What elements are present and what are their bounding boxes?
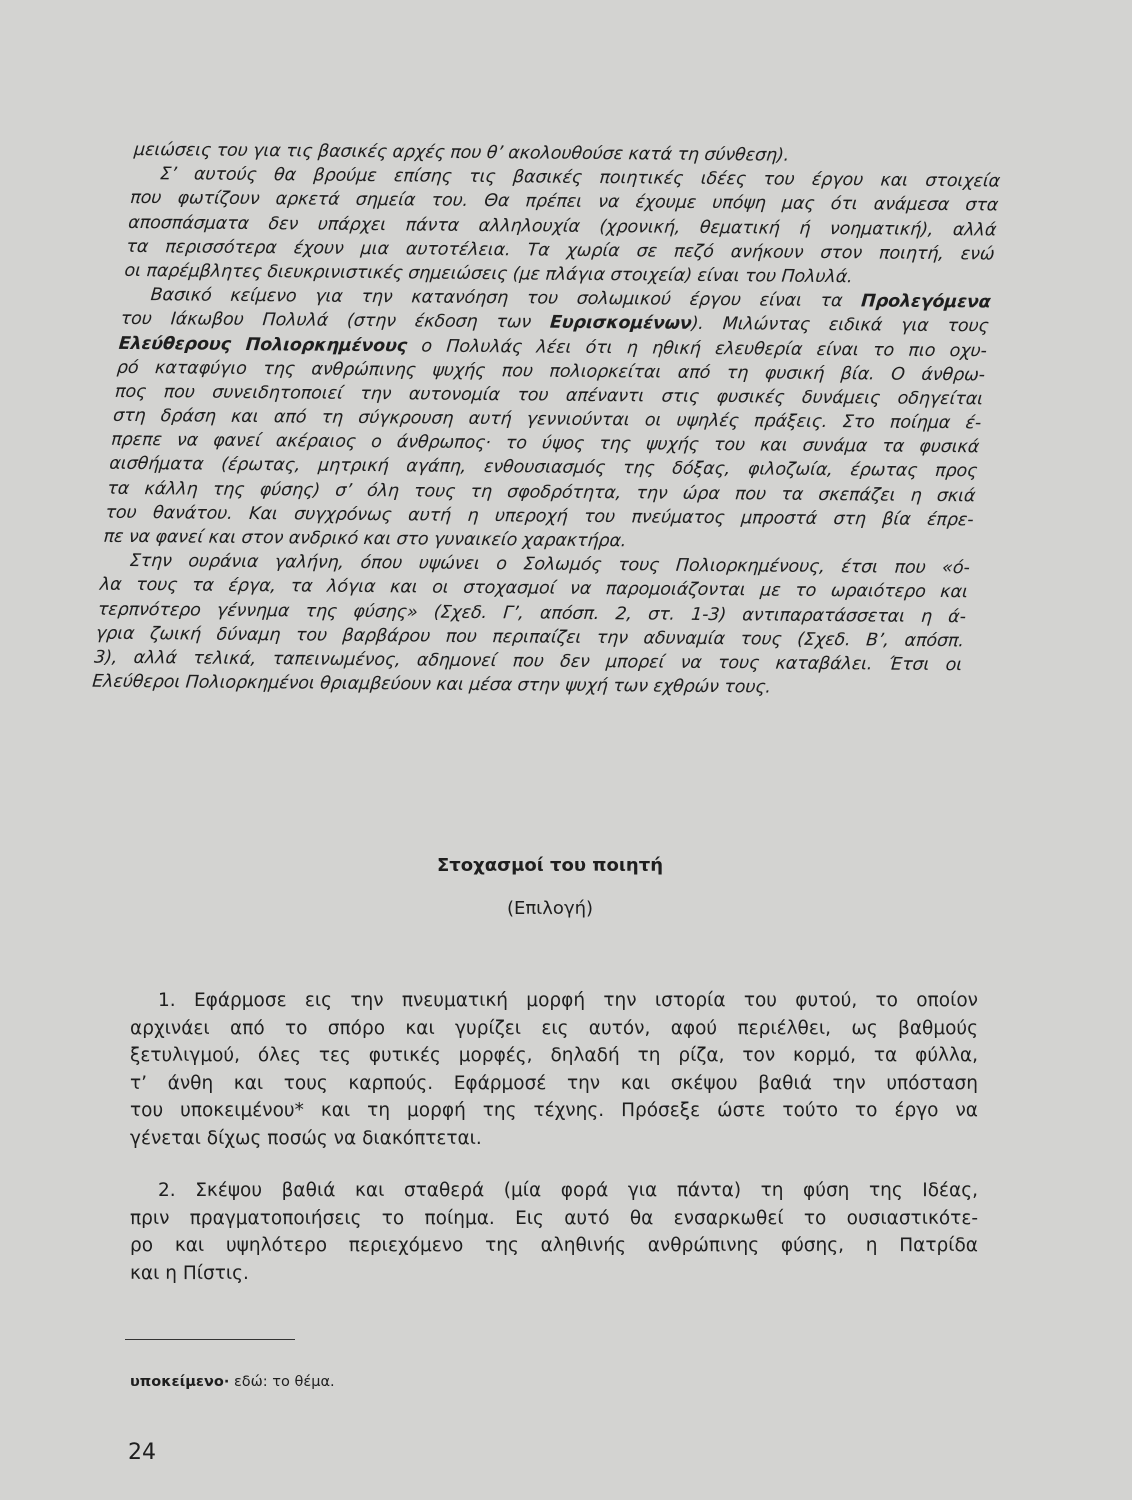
text-segment: λα τους τα έργα, τα λόγια και οι στοχασμοί να παρομοιάζονται με το ωραιότερο και — [99, 575, 969, 603]
text-segment: Στην ουράνια γαλήνη, όπου υψώνει ο Σολωμός τους Πολιορκημένους, έτσι που «ό- — [128, 551, 971, 579]
text-segment: Σ’ αυτούς θα βρούμε επίσης τις βασικές ποιητικές ιδέες του έργου και στοιχεία — [159, 164, 1001, 192]
text-segment: τα κάλλη της φύσης) σ’ όλη τους τη σφοδρότητα, την ώρα που τα σκεπάζει η σκιά — [106, 478, 977, 506]
text-segment: αισθήματα (έρωτας, μητρική αγάπη, ενθουσιασμός της δόξας, φιλοζωία, έρωτας προς — [108, 454, 979, 482]
text-segment: τα περισσότερα έχουν μια αυτοτέλεια. Τα χωρία σε πεζό ανήκουν στον ποιητή, ενώ — [125, 236, 996, 265]
text-line: και η Πίστις. — [130, 1262, 249, 1284]
footnote-divider — [125, 1339, 295, 1340]
text-segment: πος που συνειδητοποιεί την αυτονομία του απέναντι στις φυσικές δυνάμεις οδηγείται — [114, 381, 984, 410]
text-segment: γρια ζωική δύναμη του βαρβάρου που περιπαίζει την αδυναμία τους (Σχεδ. Β’, απόσπ. — [95, 623, 965, 651]
page-number: 24 — [128, 1440, 156, 1465]
text-line: γένεται δίχως ποσώς να διακόπτεται. — [130, 1127, 482, 1149]
text-segment: Βασικό κείμενο για την κατανόηση του σολωμικού έργου είναι τα — [149, 285, 862, 312]
section-subtitle: (Επιλογή) — [506, 898, 594, 919]
text-line: πριν πραγματοποιήσεις το ποίημα. Εις αυτό θα ενσαρκωθεί το ουσιαστικότε- — [130, 1207, 978, 1229]
text-segment: πρεπε να φανεί ακέραιος ο άνθρωπος· το ύψος της ψυχής του και συνάμα τα φυσικά — [110, 430, 980, 458]
text-segment: στη δράση και από τη σύγκρουση αυτή γεννιούνται οι υψηλές πράξεις. Στο ποίημα έ- — [112, 405, 982, 434]
text-segment: που φωτίζουν αρκετά σημεία του. Θα πρέπει να έχουμε υπόψη μας ότι ανάμεσα στα — [129, 188, 1000, 216]
text-line: αρχινάει από το σπόρο και γυρίζει εις αυτόν, αφού περιέλθει, ως βαθμούς — [130, 1017, 978, 1039]
text-segment: τερπνότερο γέννημα της φύσης» (Σχεδ. Γ’, απόσπ. 2, στ. 1-3) αντιπαρατάσσεται η ά- — [97, 599, 967, 627]
intro-text — [91, 138, 1003, 702]
bold-title: Ευρισκομένων — [549, 312, 693, 335]
text-segment: του Ιάκωβου Πολυλά (στην έκδοση των — [119, 309, 551, 333]
text-segment: ο Πολυλάς λέει ότι η ηθική ελευθερία είναι το πιο οχυ- — [406, 335, 988, 361]
bold-title: Προλεγόμενα — [860, 291, 992, 313]
text-line: ξετυλιγμού, όλες τες φυτικές μορφές, δηλαδή τη ρίζα, τον κορμό, τα φύλλα, — [130, 1045, 978, 1066]
footnote — [130, 1374, 335, 1390]
reflection-2 — [130, 1177, 978, 1287]
reflection-1 — [130, 987, 978, 1152]
bold-title: Ελεύθερους Πολιορκημένους — [118, 333, 408, 356]
footnote-term: υποκείμενο· — [130, 1374, 230, 1390]
text-line: 1. Εφάρμοσε εις την πνευματική μορφή την ιστορία του φυτού, το οποίον — [158, 990, 978, 1011]
text-segment: 3), αλλά τελικά, ταπεινωμένος, αδημονεί που δεν μπορεί να τους καταβάλει. Έτσι οι — [93, 647, 963, 676]
text-line: ρο και υψηλότερο περιεχόμενο της αληθινής ανθρώπινης φύσης, η Πατρίδα — [130, 1235, 978, 1256]
text-line: του υποκειμένου* και τη μορφή της τέχνης. Πρόσεξε ώστε τούτο το έργο να — [130, 1100, 978, 1121]
text-segment: Ελεύθεροι Πολιορκημένοι θριαμβεύουν και μέσα στην ψυχή των εχθρών τους. — [91, 671, 772, 698]
text-segment: αποσπάσματα δεν υπάρχει πάντα αλληλουχία (χρονική, θεματική ή νοηματική), αλλά — [127, 212, 998, 241]
text-line: 2. Σκέψου βαθιά και σταθερά (μία φορά για πάντα) τη φύση της Ιδέας, — [158, 1180, 978, 1201]
text-segment: ρό καταφύγιο της ανθρώπινης ψυχής που πολιορκείται από τη φυσική βία. Ο άνθρω- — [116, 357, 986, 386]
text-segment: ). Μιλώντας ειδικά για τους — [690, 314, 990, 337]
text-line: τ’ άνθη και τους καρπούς. Εφάρμοσέ την και σκέψου βαθιά την υπόσταση — [130, 1072, 978, 1094]
footnote-text: εδώ: το θέμα. — [229, 1374, 335, 1390]
text-segment: του θανάτου. Και συγχρόνως αυτή η υπεροχή του πνεύματος μπροστά στη βία έπρε- — [104, 502, 975, 531]
text-segment: μειώσεις του για τις βασικές αρχές που θ’ ακολουθούσε κατά τη σύνθεση). — [133, 139, 790, 166]
text-segment: πε να φανεί και στον ανδρικό και στο γυναικείο χαρακτήρα. — [102, 526, 628, 552]
section-title: Στοχασμοί του ποιητή — [436, 855, 664, 876]
text-segment: οι παρέμβλητες διευκρινιστικές σημειώσεις (με πλάγια στοιχεία) είναι του Πολυλά. — [123, 260, 854, 288]
